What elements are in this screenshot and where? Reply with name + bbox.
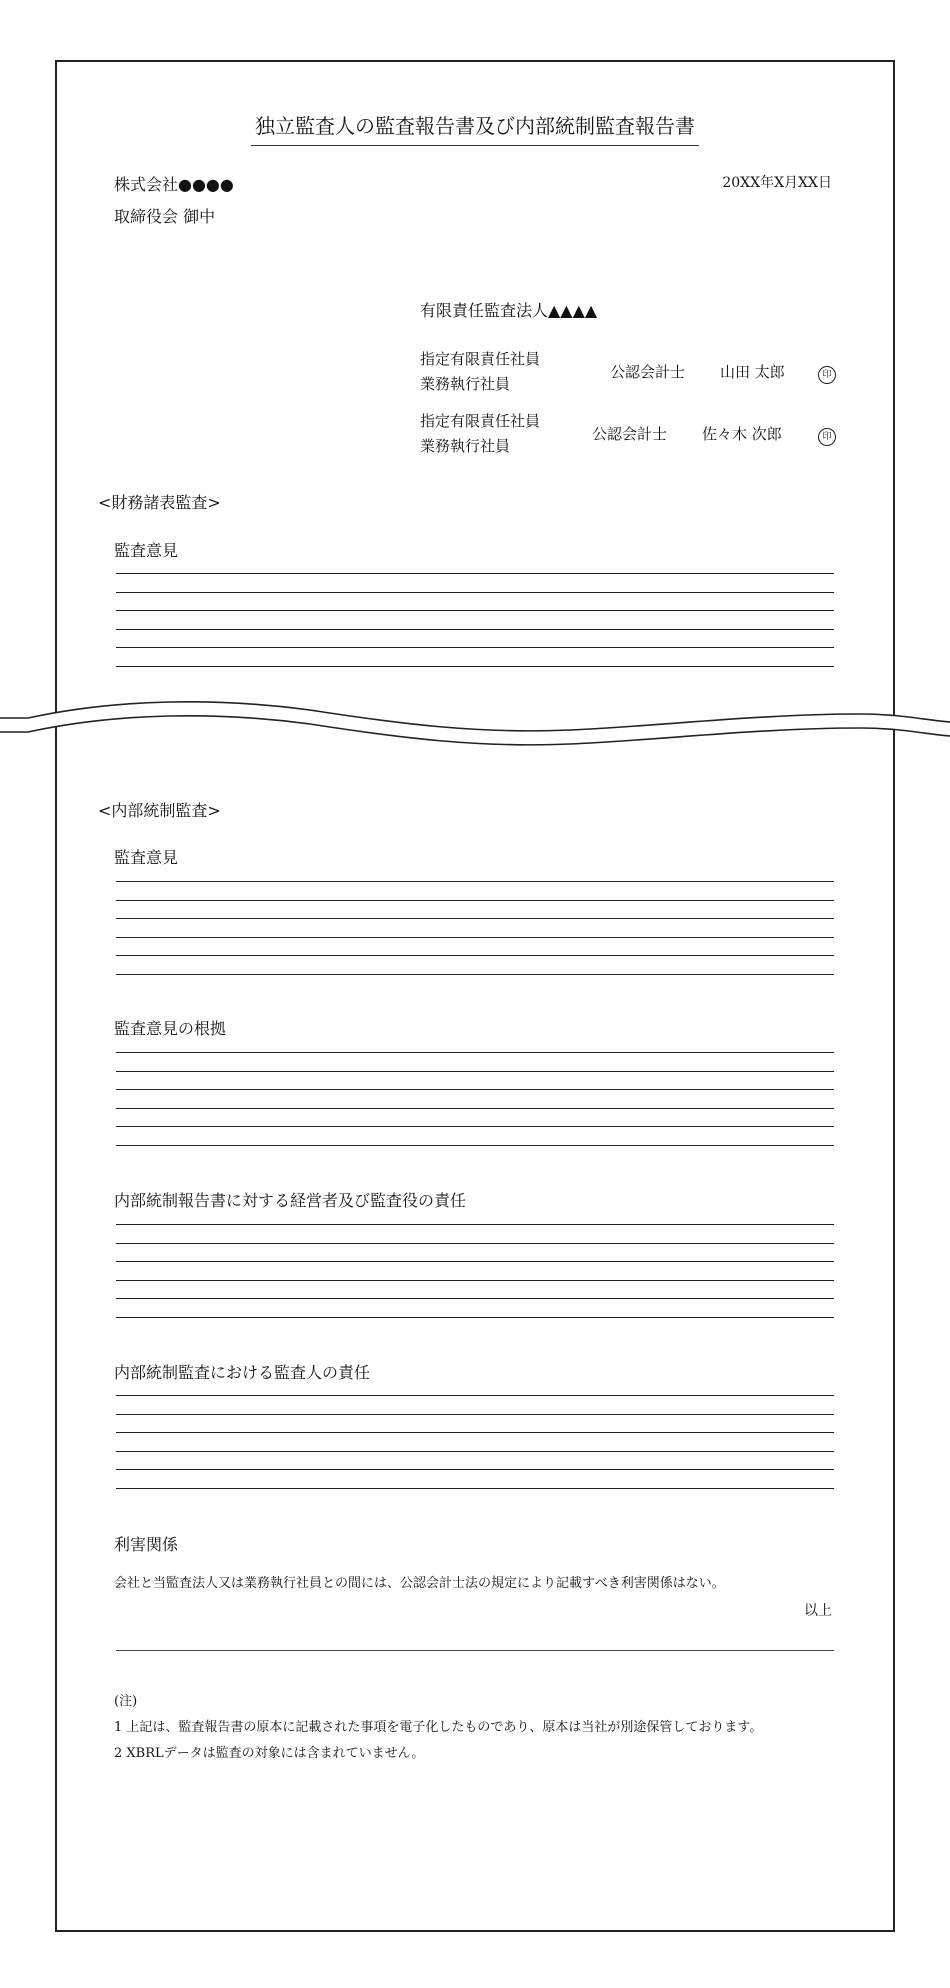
ic-opinion-text-lines <box>116 881 834 992</box>
management-responsibility-text-lines <box>116 1224 834 1335</box>
ic-audit-opinion-heading: 監査意見 <box>114 848 179 867</box>
notes-divider <box>116 1650 834 1651</box>
addressee-board: 取締役会 御中 <box>114 207 216 226</box>
closing-mark: 以上 <box>804 1603 832 1619</box>
partner-name: 山田 太郎 <box>720 363 785 381</box>
fs-audit-opinion-heading: 監査意見 <box>114 541 179 560</box>
note-item-1: 1 上記は、監査報告書の原本に記載された事項を電子化したものであり、原本は当社が別途保管しております。 <box>114 1720 763 1735</box>
seal-stamp-icon: 印 <box>818 366 836 384</box>
audit-firm-name: 有限責任監査法人▲▲▲▲ <box>420 301 598 320</box>
seal-stamp-icon: 印 <box>818 428 836 446</box>
partner-title: 公認会計士 <box>592 425 668 443</box>
addressee-company: 株式会社●●●● <box>114 175 234 194</box>
ic-section-heading: <内部統制監査> <box>98 801 221 820</box>
partner-role-line1: 指定有限責任社員 <box>420 350 541 368</box>
partner-name: 佐々木 次郎 <box>702 425 782 443</box>
auditor-responsibility-text-lines <box>116 1395 834 1506</box>
partner-role-line2: 業務執行社員 <box>420 375 511 393</box>
fs-section-heading: <財務諸表監査> <box>98 493 221 512</box>
report-page <box>55 60 895 1932</box>
partner-title: 公認会計士 <box>610 363 686 381</box>
auditor-responsibility-heading: 内部統制監査における監査人の責任 <box>114 1363 371 1382</box>
ic-opinion-basis-heading: 監査意見の根拠 <box>114 1019 227 1038</box>
ic-basis-text-lines <box>116 1052 834 1163</box>
report-title: 独立監査人の監査報告書及び内部統制監査報告書 <box>0 110 950 146</box>
partner-role-line2: 業務執行社員 <box>420 437 511 455</box>
partner-role-line1: 指定有限責任社員 <box>420 412 541 430</box>
report-date: 20XX年X月XX日 <box>722 175 832 191</box>
notes-label: (注) <box>114 1694 138 1709</box>
interest-heading: 利害関係 <box>114 1535 179 1554</box>
page-break-wave <box>0 690 950 750</box>
management-responsibility-heading: 内部統制報告書に対する経営者及び監査役の責任 <box>114 1191 467 1210</box>
fs-opinion-text-lines <box>116 573 834 684</box>
interest-statement: 会社と当監査法人又は業務執行社員との間には、公認会計士法の規定により記載すべき利害関係はない。 <box>114 1576 725 1591</box>
note-item-2: 2 XBRLデータは監査の対象には含まれていません。 <box>114 1746 425 1761</box>
